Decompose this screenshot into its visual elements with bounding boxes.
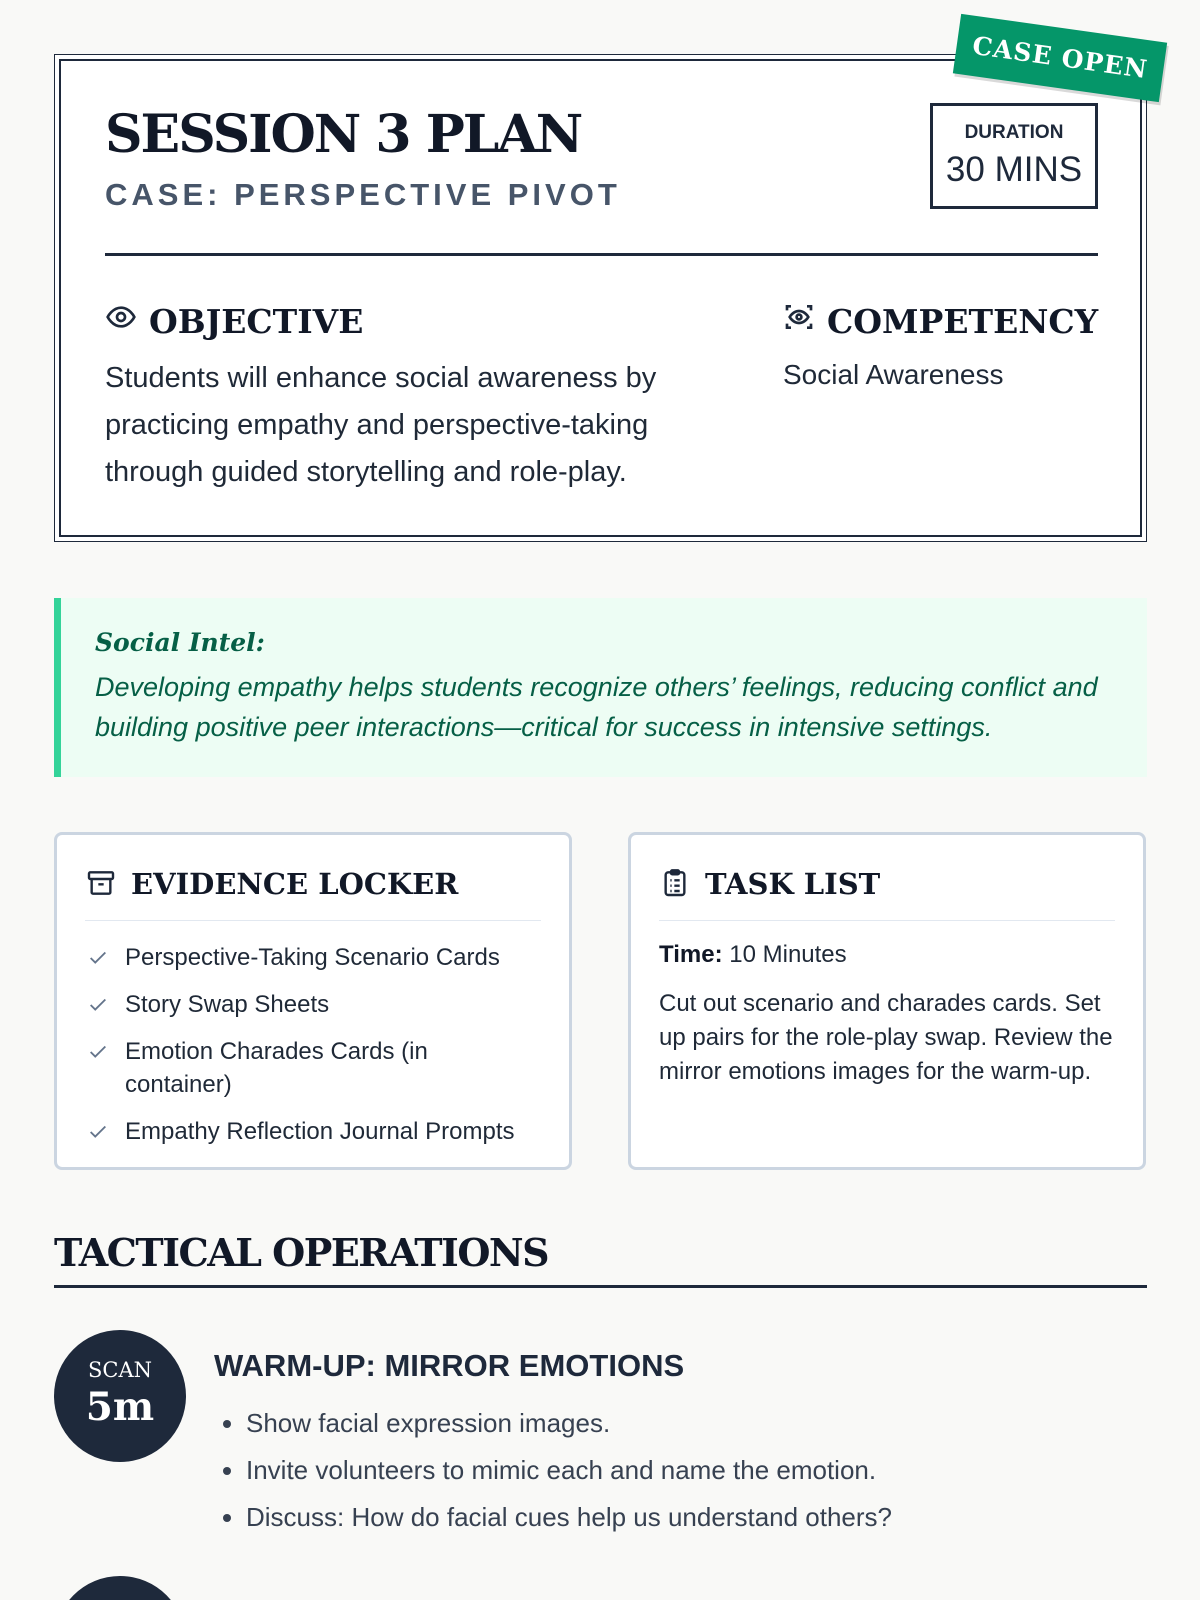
list-item: • Invite volunteers to mimic each and name the emotion. <box>246 1447 892 1494</box>
task-description: Cut out scenario and charades cards. Set up pairs for the role-play swap. Review the mirror emotions images for the warm-up. <box>659 990 1113 1085</box>
step-list <box>246 1400 892 1541</box>
step-time-badge <box>54 1330 186 1462</box>
check-icon <box>87 1039 109 1072</box>
task-time <box>659 941 847 969</box>
evidence-locker-panel <box>54 832 572 1170</box>
badge-label: SCAN <box>88 1358 152 1382</box>
task-list-panel <box>628 832 1146 1170</box>
badge-value: 5m <box>85 1384 155 1430</box>
check-icon <box>87 992 109 1025</box>
page-title: SESSION 3 PLAN <box>105 104 582 165</box>
task-time-value: 10 Minutes <box>729 941 847 968</box>
list-item <box>87 941 539 974</box>
step-title: WARM-UP: MIRROR EMOTIONS <box>214 1348 685 1383</box>
clipboard-icon <box>659 867 691 906</box>
operations-heading: TACTICAL OPERATIONS <box>54 1230 1147 1288</box>
list-item <box>87 1115 539 1148</box>
archive-box-icon <box>85 867 117 906</box>
intel-text: Developing empathy helps students recognize others’ feelings, reducing conflict and building positive peer interactions—critical for success in intensive settings. <box>95 672 1098 742</box>
duration-label: DURATION <box>964 122 1064 143</box>
task-list-label: TASK LIST <box>705 867 881 901</box>
objective-heading <box>105 301 363 341</box>
evidence-item-label: Perspective-Taking Scenario Cards <box>125 944 500 971</box>
duration-box <box>930 103 1098 209</box>
list-item <box>87 1035 539 1101</box>
competency-heading <box>783 301 1098 341</box>
task-list-heading <box>659 867 1115 921</box>
case-subtitle: CASE: PERSPECTIVE PIVOT <box>105 177 621 212</box>
objective-heading-label: OBJECTIVE <box>149 301 364 341</box>
evidence-item-label: Empathy Reflection Journal Prompts <box>125 1118 515 1145</box>
evidence-locker-heading <box>85 867 541 921</box>
header-divider <box>105 253 1098 256</box>
list-item: • Show facial expression images. <box>246 1400 892 1447</box>
check-icon <box>87 945 109 978</box>
social-intel-callout <box>54 598 1147 777</box>
task-time-label: Time: <box>659 941 723 968</box>
evidence-item-label: Emotion Charades Cards (in container) <box>125 1038 428 1098</box>
list-item: • Discuss: How do facial cues help us understand others? <box>246 1494 892 1541</box>
evidence-list <box>87 941 539 1162</box>
check-icon <box>87 1119 109 1152</box>
session-header-card <box>54 54 1147 542</box>
header-inner-frame <box>59 59 1142 537</box>
intel-label: Social Intel: <box>95 628 265 657</box>
evidence-item-label: Story Swap Sheets <box>125 991 330 1018</box>
objective-text: Students will enhance social awareness by practicing empathy and perspective-taking through guided storytelling and role-play. <box>105 362 657 488</box>
focus-eye-icon <box>783 301 815 341</box>
competency-text: Social Awareness <box>783 359 1004 390</box>
list-item <box>87 988 539 1021</box>
evidence-locker-label: EVIDENCE LOCKER <box>131 867 459 901</box>
case-open-stamp: CASE OPEN <box>953 14 1167 102</box>
duration-value: 30 MINS <box>945 150 1083 189</box>
eye-icon <box>105 301 137 341</box>
next-step-badge <box>54 1576 186 1600</box>
competency-heading-label: COMPETENCY <box>827 301 1099 341</box>
